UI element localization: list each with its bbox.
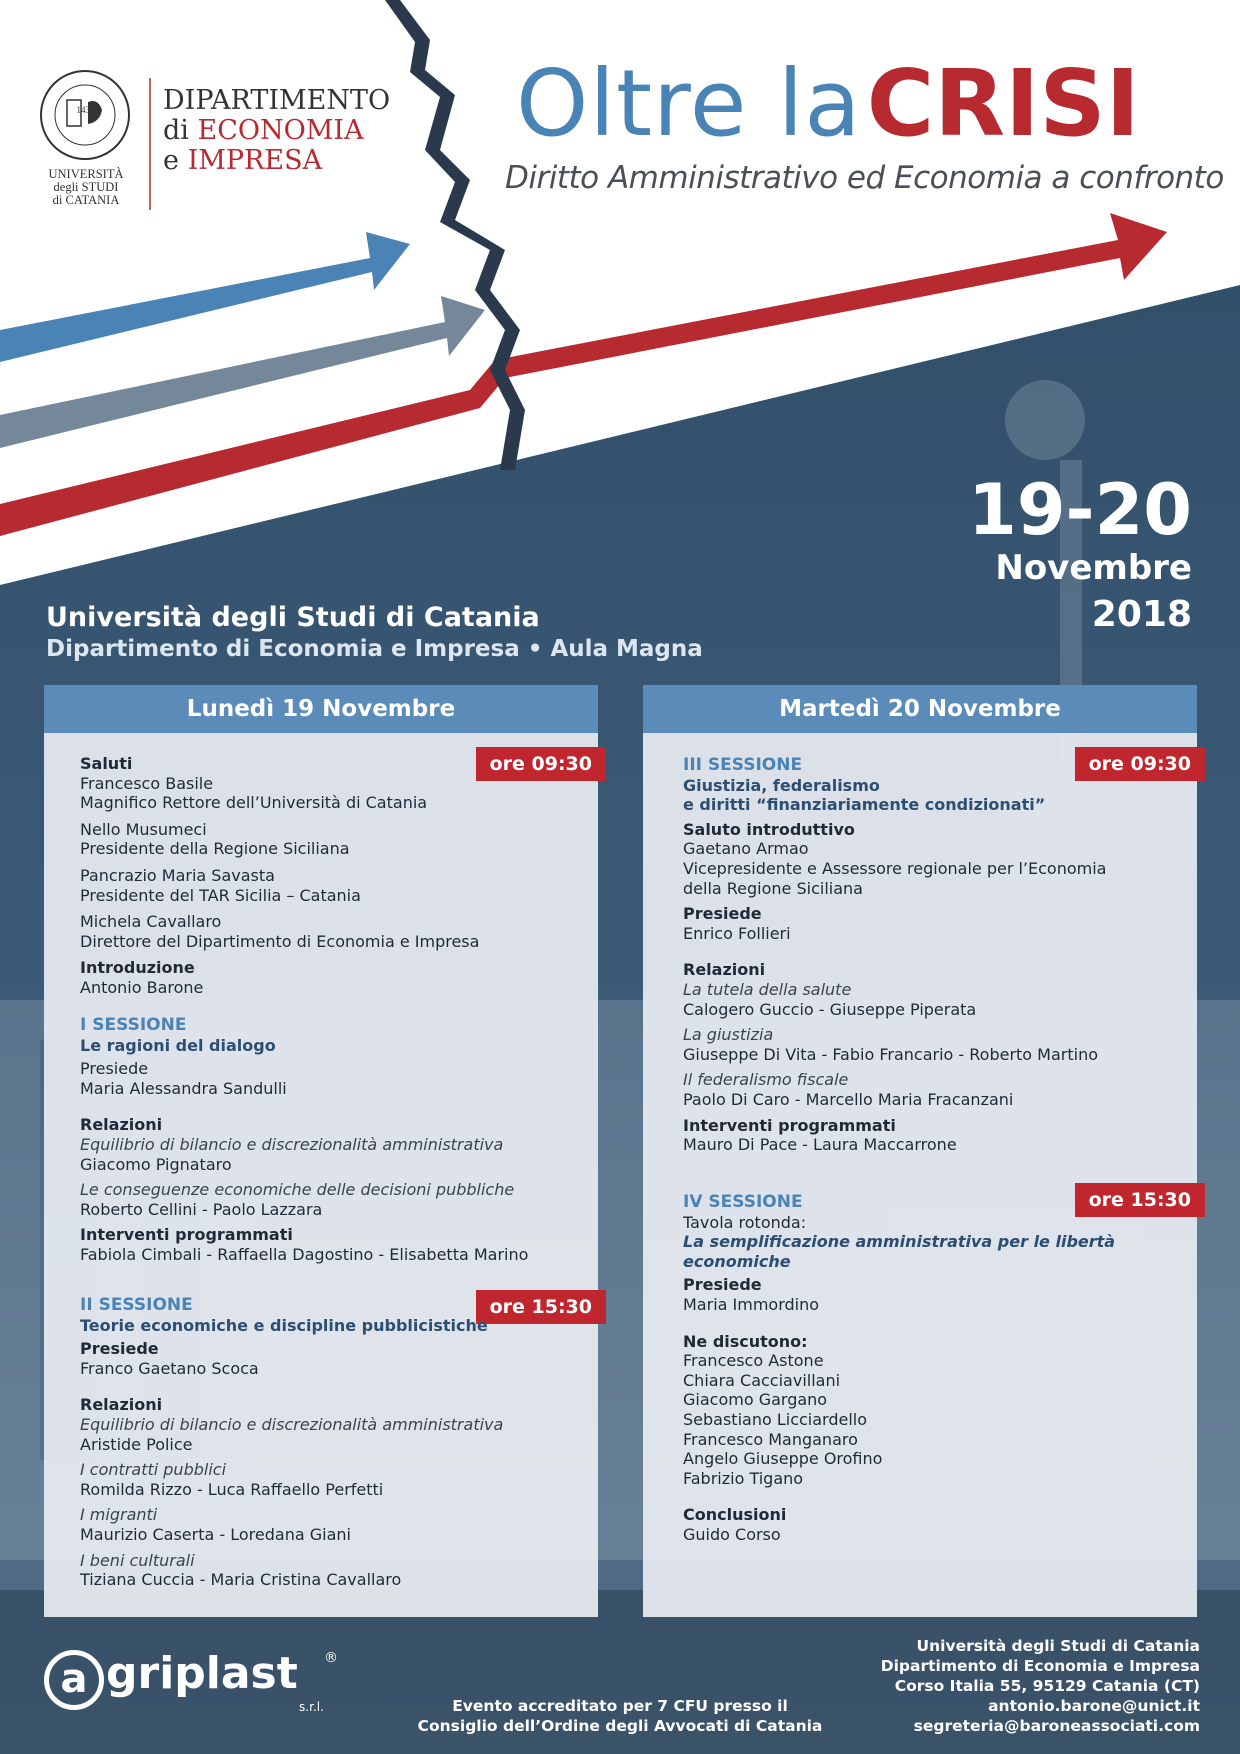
session-2-rel-label: Relazioni (80, 1395, 163, 1415)
saluti-name-2: Nello Musumeci (80, 819, 207, 839)
conclusions-name: Guido Corso (683, 1524, 781, 1544)
contact-info (881, 1636, 1200, 1736)
dept-e: e (163, 145, 179, 176)
accreditation-line-1: Evento accreditato per 7 CFU presso il (452, 1697, 788, 1715)
saluto-role-2: della Regione Siciliana (683, 878, 863, 898)
session-2-block (80, 1296, 588, 1590)
saluti-role-4: Direttore del Dipartimento di Economia e Impresa (80, 931, 480, 951)
session-1-rel1-topic: Equilibrio di bilancio e discrezionalità amministrativa (80, 1134, 504, 1154)
accreditation-line-2: Consiglio dell’Ordine degli Avvocati di Catania (417, 1717, 823, 1735)
session-1-label: I SESSIONE (80, 1015, 187, 1035)
university-logo-text (40, 168, 132, 207)
session-4-title-1: La semplificazione amministrativa per le libertà (683, 1232, 1116, 1252)
session-4-block (683, 1193, 1187, 1545)
session-4-label: IV SESSIONE (683, 1192, 803, 1212)
session-3-title-2: e diritti “finanziariamente condizionati” (683, 795, 1046, 815)
sponsor-logo-icon: a (44, 1650, 104, 1710)
intro-label: Introduzione (80, 958, 195, 978)
session-3-chair: Enrico Follieri (683, 923, 791, 943)
session-2-label: II SESSIONE (80, 1295, 193, 1315)
sponsor-name: griplast (106, 1648, 298, 1699)
discussant-7: Fabrizio Tigano (683, 1468, 804, 1488)
day2-program (643, 685, 1197, 1617)
title-part1: Oltre la (516, 50, 862, 157)
session-1-int-label: Interventi programmati (80, 1225, 293, 1245)
dept-line-1: DIPARTIMENTO (163, 85, 391, 116)
saluti-label: Saluti (80, 754, 133, 773)
session-3-rel1-name: Calogero Guccio - Giuseppe Piperata (683, 999, 977, 1019)
discussant-3: Giacomo Gargano (683, 1390, 828, 1410)
discussant-4: Sebastiano Licciardello (683, 1409, 868, 1429)
session-3-rel3-name: Paolo Di Caro - Marcello Maria Fracanzani (683, 1089, 1014, 1109)
univ-line-3: di CATANIA (52, 193, 120, 207)
session-2-rel2-name: Romilda Rizzo - Luca Raffaello Perfetti (80, 1479, 384, 1499)
event-subtitle: Diritto Amministrativo ed Economia a confronto (505, 160, 1224, 196)
session-2-title: Teorie economiche e discipline pubblicistiche (80, 1315, 488, 1335)
session-3-chair-label: Presiede (683, 904, 762, 924)
dept-impresa: IMPRESA (187, 145, 323, 176)
session-4-chair: Maria Immordino (683, 1294, 820, 1314)
day1-header: Lunedì 19 Novembre (44, 685, 598, 733)
day2-time-afternoon: ore 15:30 (1075, 1183, 1205, 1217)
discussants-label: Ne discutono: (683, 1331, 808, 1351)
discussant-6: Angelo Giuseppe Orofino (683, 1449, 883, 1469)
seal-year: 1434 (76, 105, 95, 115)
session-2-rel1-topic: Equilibrio di bilancio e discrezionalità amministrativa (80, 1414, 504, 1434)
session-2-chair: Franco Gaetano Scoca (80, 1358, 259, 1378)
day1-time-afternoon: ore 15:30 (476, 1290, 606, 1324)
session-3-rel1-topic: La tutela della salute (683, 979, 852, 999)
session-2-rel3-name: Maurizio Caserta - Loredana Giani (80, 1524, 351, 1544)
session-1-chair-label: Presiede (80, 1059, 149, 1079)
contact-line-3: Corso Italia 55, 95129 Catania (CT) (894, 1677, 1200, 1695)
venue-university: Università degli Studi di Catania (46, 602, 540, 633)
saluto-role-1: Vicepresidente e Assessore regionale per l’Economia (683, 858, 1107, 878)
saluto-name: Gaetano Armao (683, 839, 809, 859)
intro-name: Antonio Barone (80, 977, 204, 997)
date-days: 19-20 (968, 469, 1192, 551)
session-1-rel-label: Relazioni (80, 1115, 163, 1135)
dept-di: di (163, 115, 189, 146)
day2-header: Martedì 20 Novembre (643, 685, 1197, 733)
univ-line-1: UNIVERSITÀ (48, 167, 124, 181)
saluti-role-3: Presidente del TAR Sicilia – Catania (80, 885, 361, 905)
session-2-rel1-name: Aristide Police (80, 1434, 193, 1454)
session-3-rel-label: Relazioni (683, 960, 766, 980)
session-1-chair: Maria Alessandra Sandulli (80, 1078, 287, 1098)
saluti-name-1: Francesco Basile (80, 773, 214, 793)
discussant-2: Chiara Cacciavillani (683, 1370, 841, 1390)
discussant-1: Francesco Astone (683, 1351, 824, 1371)
saluti-name-4: Michela Cavallaro (80, 912, 222, 932)
session-2-rel2-topic: I contratti pubblici (80, 1460, 227, 1480)
sponsor-registered: ® (324, 1650, 338, 1666)
accreditation-note (400, 1696, 840, 1736)
saluti-name-3: Pancrazio Maria Savasta (80, 865, 275, 885)
saluti-role-2: Presidente della Regione Siciliana (80, 839, 350, 859)
session-1-rel1-name: Giacomo Pignataro (80, 1154, 232, 1174)
dept-economia: ECONOMIA (197, 115, 364, 146)
session-1-rel2-topic: Le conseguenze economiche delle decisioni pubbliche (80, 1180, 515, 1200)
session-4-chair-label: Presiede (683, 1275, 762, 1295)
contact-email-1: antonio.barone@unict.it (988, 1697, 1200, 1715)
day1-time-morning: ore 09:30 (476, 747, 606, 781)
date-month: Novembre (995, 548, 1192, 588)
session-3-int-label: Interventi programmati (683, 1115, 896, 1135)
session-1-title: Le ragioni del dialogo (80, 1035, 276, 1055)
date-year: 2018 (1091, 594, 1192, 635)
session-1-int-names: Fabiola Cimbali - Raffaella Dagostino - Elisabetta Marino (80, 1244, 529, 1264)
title-part2: CRISI (866, 50, 1140, 157)
contact-line-2: Dipartimento di Economia e Impresa (880, 1657, 1200, 1675)
session-4-sub: Tavola rotonda: (683, 1212, 807, 1232)
session-3-rel2-name: Giuseppe Di Vita - Fabio Francario - Roberto Martino (683, 1044, 1099, 1064)
saluti-block (80, 754, 588, 998)
session-1-block (80, 1016, 588, 1265)
session-2-chair-label: Presiede (80, 1339, 159, 1359)
session-3-int-names: Mauro Di Pace - Laura Maccarrone (683, 1135, 957, 1155)
day2-time-morning: ore 09:30 (1075, 747, 1205, 781)
saluto-label: Saluto introduttivo (683, 819, 855, 839)
sponsor-srl: s.r.l. (299, 1700, 324, 1714)
session-1-rel2-name: Roberto Cellini - Paolo Lazzara (80, 1199, 323, 1219)
venue-department: Dipartimento di Economia e Impresa • Aula Magna (46, 636, 703, 662)
session-3-label: III SESSIONE (683, 755, 803, 775)
univ-line-2: degli STUDI (53, 180, 119, 194)
session-3-rel2-topic: La giustizia (683, 1025, 774, 1045)
conclusions-label: Conclusioni (683, 1505, 787, 1525)
session-2-rel3-topic: I migranti (80, 1505, 158, 1525)
saluti-role-1: Magnifico Rettore dell’Università di Catania (80, 793, 428, 813)
session-3-block (683, 756, 1187, 1155)
discussant-5: Francesco Manganaro (683, 1429, 858, 1449)
department-logo (163, 86, 390, 176)
contact-line-1: Università degli Studi di Catania (916, 1637, 1200, 1655)
session-4-title-2: economiche (683, 1251, 791, 1271)
session-2-rel4-topic: I beni culturali (80, 1550, 195, 1570)
contact-email-2: segreteria@baroneassociati.com (913, 1717, 1200, 1735)
day1-program (44, 685, 598, 1617)
session-2-rel4-name: Tiziana Cuccia - Maria Cristina Cavallaro (80, 1570, 402, 1590)
session-3-rel3-topic: Il federalismo fiscale (683, 1070, 849, 1090)
session-3-title-1: Giustizia, federalismo (683, 775, 880, 795)
